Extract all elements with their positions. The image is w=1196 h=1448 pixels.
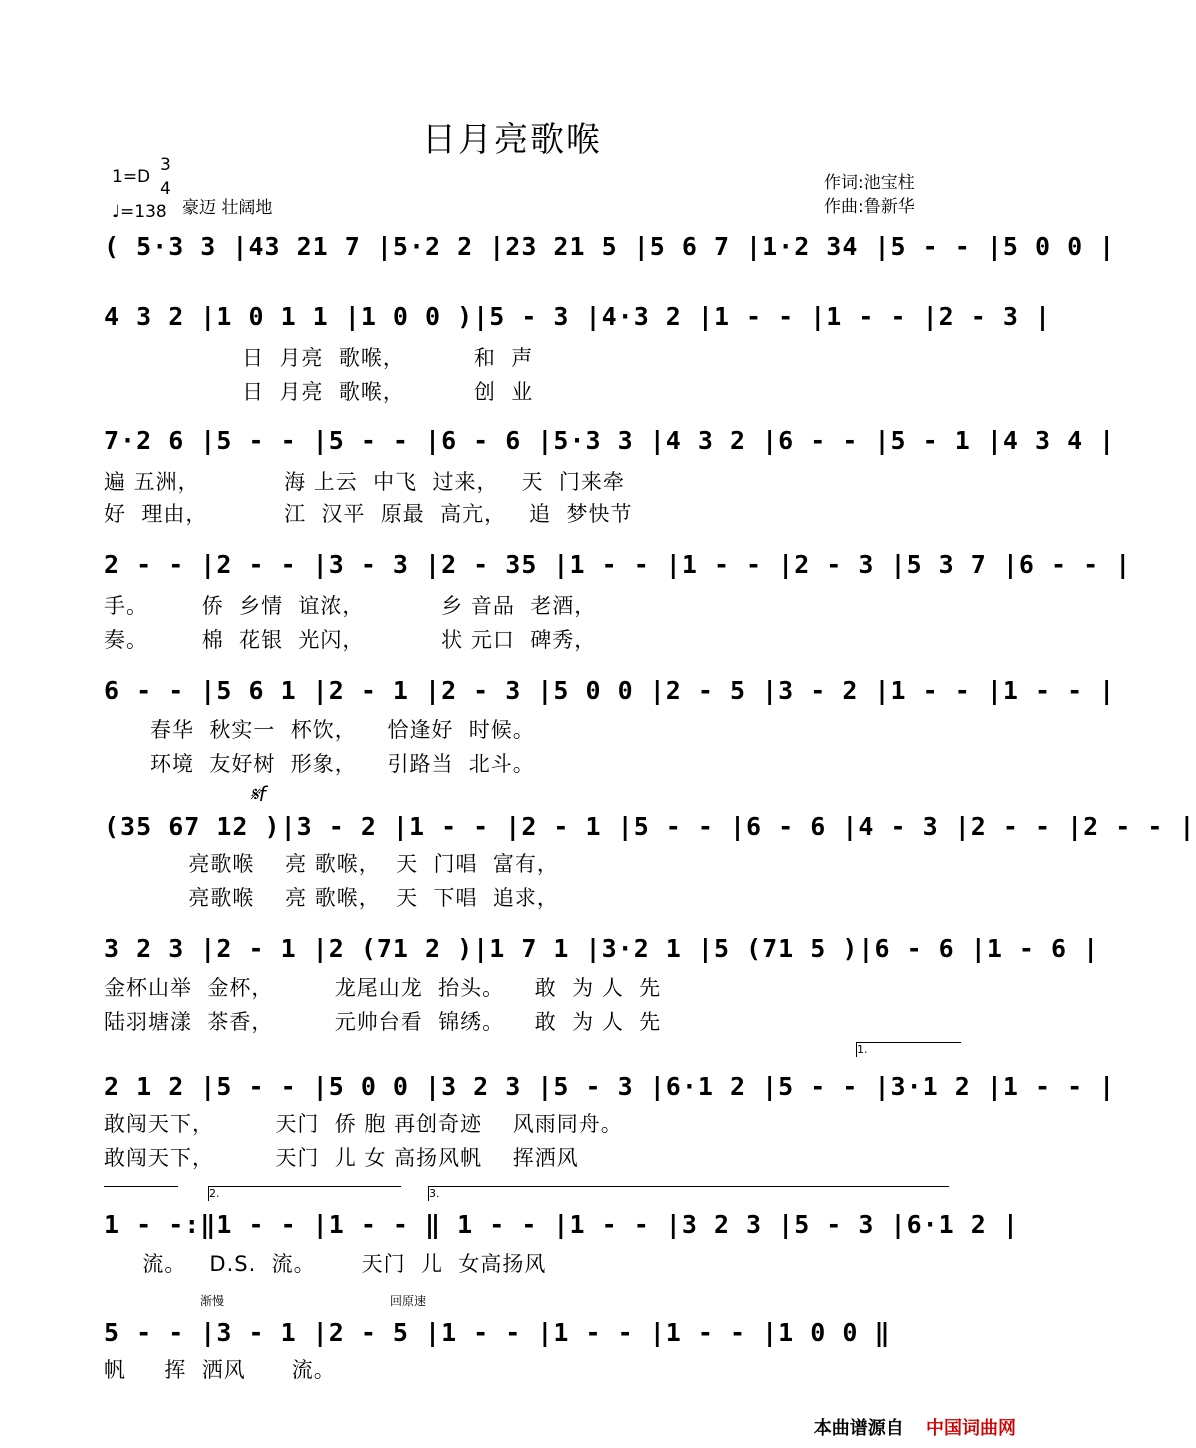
volta-1-label: 1. <box>857 1043 868 1056</box>
footer-site-link[interactable]: 中国词曲网 <box>926 1418 1016 1439</box>
notation-line: 3 2 3 |2 - 1 |2 (71 2 )|1 7 1 |3·2 1 |5 (71 5 )|6 - 6 |1 - 6 | <box>104 934 1100 963</box>
lyricist-credit: 作词:池宝柱 <box>824 173 915 193</box>
notation-line: 5 - - |3 - 1 |2 - 5 |1 - - |1 - - |1 - - |1 0 0 ‖ <box>104 1318 891 1347</box>
lyric-verse-2: 日 月亮 歌喉， 创 业 <box>104 380 534 404</box>
lyric-verse-1: 敢闯天下， 天门 侨 胞 再创奇迹 风雨同舟。 <box>104 1112 623 1136</box>
lyric-verse-1: 金杯山举 金杯， 龙尾山龙 抬头。 敢 为 人 先 <box>104 976 662 1000</box>
lyric-verse-2: 好 理由， 江 汉平 原最 高亢， 追 梦快节 <box>104 502 633 526</box>
lyric-verse-1: 日 月亮 歌喉， 和 声 <box>104 346 534 370</box>
lyric-verse-2: 环境 友好树 形象， 引路当 北斗。 <box>104 752 535 776</box>
lyric-verse-2: 奏。 棉 花银 光闪， 状 元口 碑秀， <box>104 628 597 652</box>
volta-bracket-3 <box>428 1186 949 1201</box>
segno-dynamic-mark: 𝄋f <box>250 782 266 806</box>
tempo-marking: ♩=138 <box>112 202 167 222</box>
lyric-verse-1: 手。 侨 乡情 谊浓， 乡 音品 老酒， <box>104 594 597 618</box>
notation-line: 7·2 6 |5 - - |5 - - |6 - 6 |5·3 3 |4 3 2 |6 - - |5 - 1 |4 3 4 | <box>104 426 1116 455</box>
notation-line: 4 3 2 |1 0 1 1 |1 0 0 )|5 - 3 |4·3 2 |1 - - |1 - - |2 - 3 | <box>104 302 1052 331</box>
ritardando-mark: 渐慢 <box>200 1294 225 1308</box>
notation-line: 2 1 2 |5 - - |5 0 0 |3 2 3 |5 - 3 |6·1 2 |5 - - |3·1 2 |1 - - | <box>104 1072 1116 1101</box>
lyric-verse-1: 流。 D.S. 流。 天门 儿 女高扬风 <box>104 1252 547 1276</box>
time-signature-top: 3 <box>160 155 171 175</box>
lyric-verse-2: 陆羽塘漾 茶香， 元帅台看 锦绣。 敢 为 人 先 <box>104 1010 662 1034</box>
lyric-verse-1: 帆 挥 洒风 流。 <box>104 1358 336 1382</box>
key-signature: 1=D <box>112 167 151 187</box>
lyric-verse-1: 遍 五洲， 海 上云 中飞 过来， 天 门来牵 <box>104 470 625 494</box>
time-signature-bottom: 4 <box>160 179 171 199</box>
volta-bracket-1-continued <box>104 1186 178 1201</box>
notation-line: (35 67 12 )|3 - 2 |1 - - |2 - 1 |5 - - |6 - 6 |4 - 3 |2 - - |2 - - | <box>104 812 1196 841</box>
volta-3-label: 3. <box>429 1187 440 1200</box>
volta-bracket-2 <box>208 1186 401 1201</box>
footer-source-text: 本曲谱源自 <box>813 1418 904 1439</box>
volta-bracket-1 <box>856 1042 961 1057</box>
a-tempo-mark: 回原速 <box>390 1294 427 1308</box>
notation-line: 1 - -:‖1 - - |1 - - ‖ 1 - - |1 - - |3 2 3 |5 - 3 |6·1 2 | <box>104 1210 1019 1239</box>
lyric-verse-2: 敢闯天下， 天门 儿 女 高扬风帆 挥洒风 <box>104 1146 579 1170</box>
notation-line: 2 - - |2 - - |3 - 3 |2 - 35 |1 - - |1 - - |2 - 3 |5 3 7 |6 - - | <box>104 550 1132 579</box>
lyric-verse-1: 亮歌喉 亮 歌喉， 天 门唱 富有， <box>104 852 559 876</box>
composer-credit: 作曲:鲁新华 <box>824 197 915 217</box>
lyric-verse-2: 亮歌喉 亮 歌喉， 天 下唱 追求， <box>104 886 559 910</box>
expression-marking: 豪迈 壮阔地 <box>182 198 273 218</box>
source-footer <box>814 1414 1016 1440</box>
page-title: 日月亮歌喉 <box>422 120 602 160</box>
notation-line: 6 - - |5 6 1 |2 - 1 |2 - 3 |5 0 0 |2 - 5 |3 - 2 |1 - - |1 - - | <box>104 676 1116 705</box>
volta-2-label: 2. <box>209 1187 220 1200</box>
lyric-verse-1: 春华 秋实一 杯饮， 恰逢好 时候。 <box>104 718 535 742</box>
notation-line: ( 5·3 3 |43 21 7 |5·2 2 |23 21 5 |5 6 7 |1·2 34 |5 - - |5 0 0 | <box>104 232 1116 261</box>
